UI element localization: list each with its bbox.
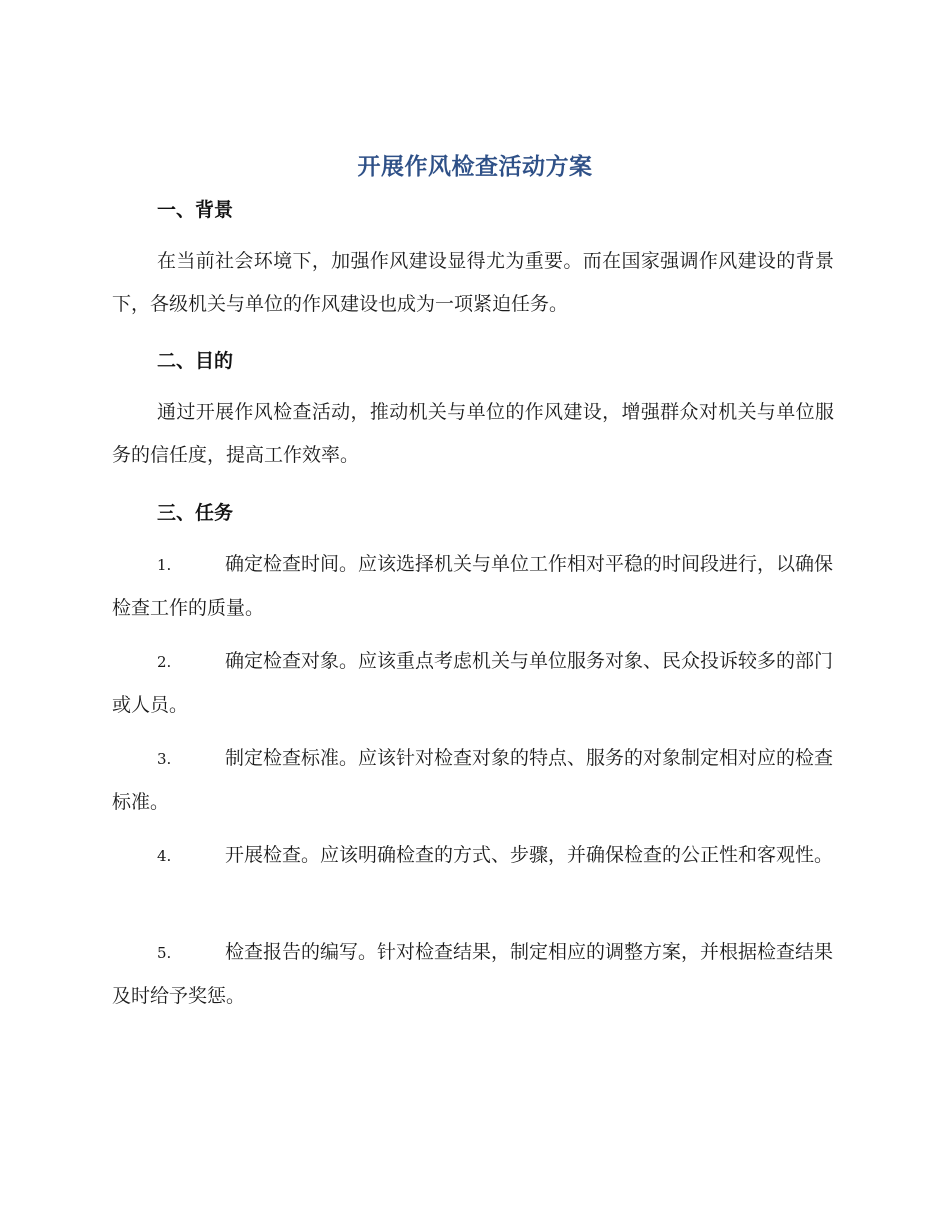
list-item-text: 确定检查对象。应该重点考虑机关与单位服务对象、民众投诉较多的部门或人员。 [112, 650, 834, 716]
list-item-text: 确定检查时间。应该选择机关与单位工作相对平稳的时间段进行，以确保检查工作的质量。 [112, 553, 834, 619]
list-item-number: 2. [157, 653, 172, 671]
section-heading-background: 一、背景 [157, 199, 234, 221]
task-list-item [112, 834, 834, 878]
section-paragraph-background: 在当前社会环境下，加强作风建设显得尤为重要。而在国家强调作风建设的背景下，各级机关与单位的作风建设也成为一项紧迫任务。 [112, 250, 834, 315]
task-list-item [112, 640, 834, 727]
list-item-text: 开展检查。应该明确检查的方式、步骤，并确保检查的公正性和客观性。 [225, 844, 834, 866]
section-heading-purpose: 二、目的 [157, 350, 234, 372]
task-list-item [112, 931, 834, 1018]
document-title: 开展作风检查活动方案 [357, 154, 593, 180]
list-item-text: 检查报告的编写。针对检查结果，制定相应的调整方案，并根据检查结果及时给予奖惩。 [112, 941, 834, 1007]
section-paragraph-purpose: 通过开展作风检查活动，推动机关与单位的作风建设，增强群众对机关与单位服务的信任度，提高工作效率。 [112, 401, 834, 466]
task-list-item [112, 543, 834, 630]
task-list-item [112, 737, 834, 824]
list-item-number: 1. [157, 556, 172, 574]
list-item-number: 4. [157, 847, 172, 865]
list-item-number: 5. [157, 944, 172, 962]
list-item-text: 制定检查标准。应该针对检查对象的特点、服务的对象制定相对应的检查标准。 [112, 747, 834, 813]
section-heading-tasks: 三、任务 [157, 502, 234, 524]
list-item-number: 3. [157, 750, 172, 768]
